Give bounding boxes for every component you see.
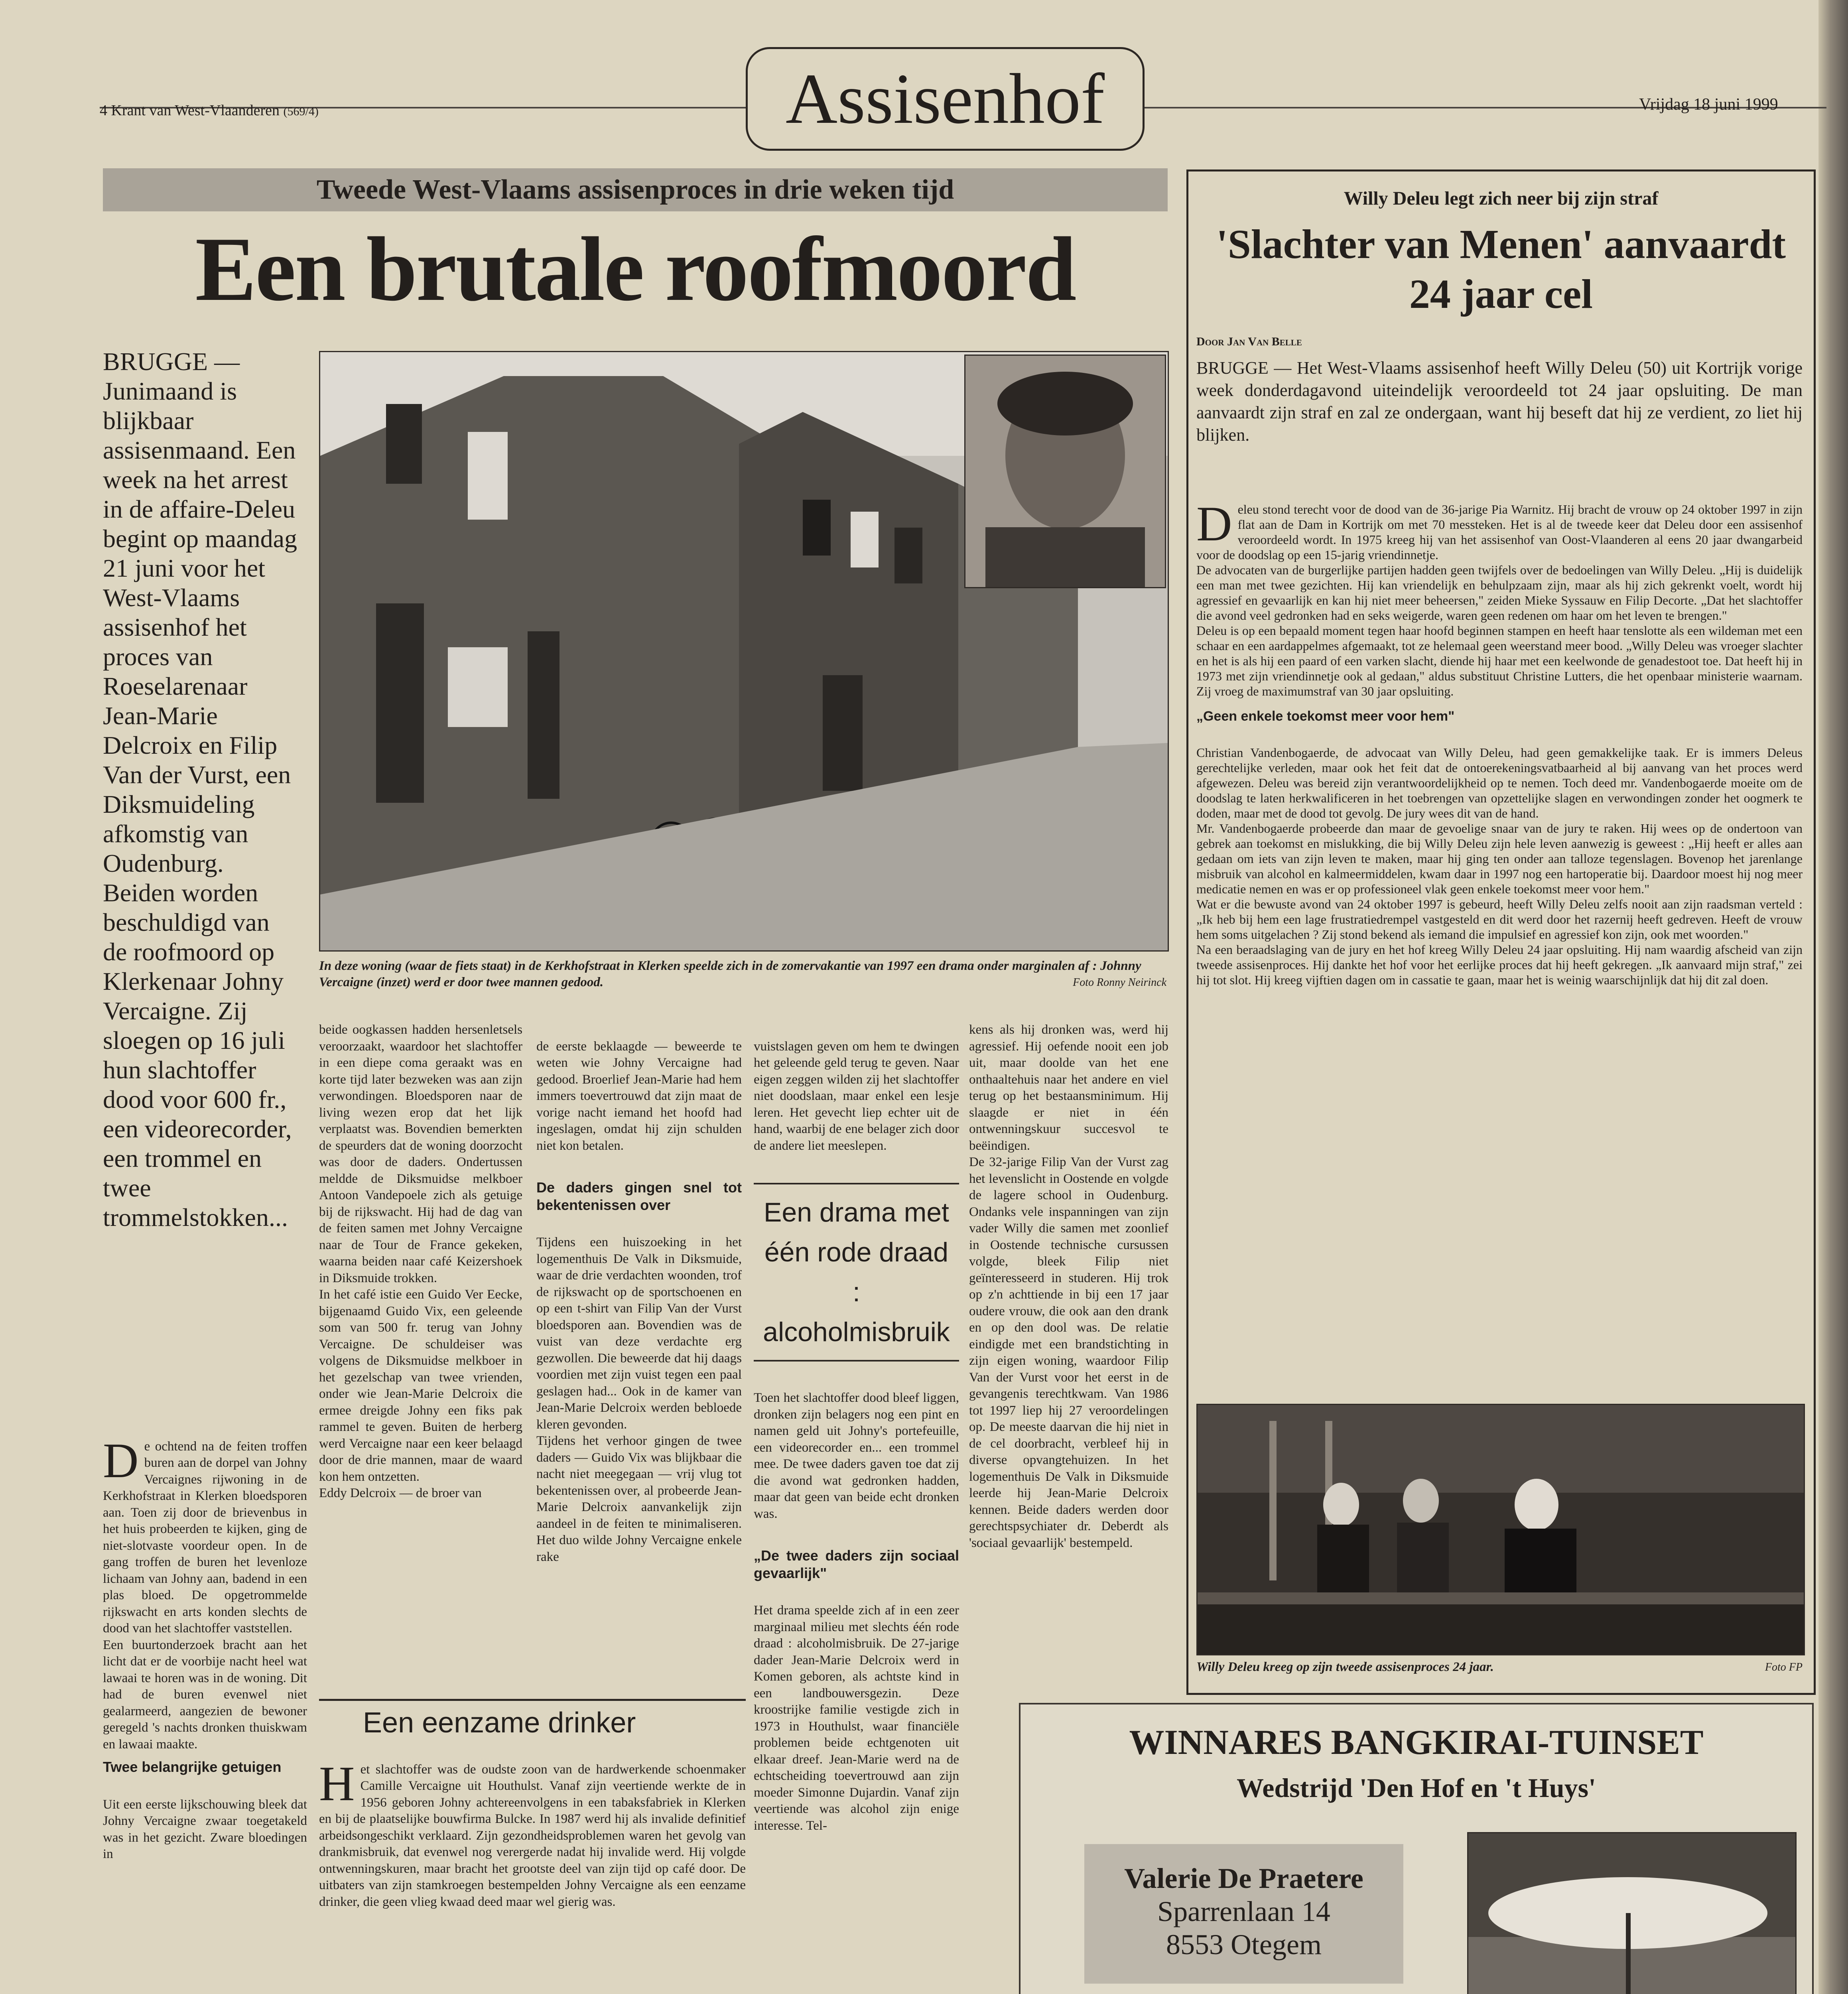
sidebar-title: Een eenzame drinker xyxy=(363,1707,636,1739)
main-kicker: Tweede West-Vlaams assisenproces in drie weken tijd xyxy=(316,174,954,205)
court-photo-credit: Foto FP xyxy=(1765,1661,1803,1673)
main-col3-subhead: De daders gingen snel tot bekentenissen over xyxy=(536,1179,742,1213)
main-col3: de eerste beklaagde — beweerde te weten wie Johny Vercaigne had gedood. Broerlief Jean-Marie had hem immers toevertrouwd dat zijn maat de vorige nacht iemand het hoofd had ingeslagen, omdat hij zijn schulden niet kon betalen. De daders gingen snel tot bekentenissen over Tijdens een huiszoeking in het logementhuis De Valk in Diksmuide, waar de drie verdachten woonden, trof de rijkswacht op de sportschoenen en op een t-shirt van Filip Van der Vurst bloedsporen aan. Bovendien was de vuist van deze verdachte erg gezwollen. Die beweerde dat hij daags voordien met zijn vuist tegen een paal geslagen had... Ook in de kamer van Jean-Marie Delcroix werden bebloede kleren gevonden. Tijdens het verhoor gingen de twee daders — Guido Vix was blijkbaar die nacht niet meegegaan — vrij vlug tot bekentenissen over, al probeerde Jean-Marie Delcroix aanvankelijk zijn aandeel in de feiten te minimaliseren. Het duo wilde Johny Vercaigne enkele rake xyxy=(536,1039,742,1564)
house-photo-caption: In deze woning (waar de fiets staat) in de Kerkhofstraat in Klerken speelde zich in de zomervakantie van 1997 een drama onder marginalen af : Johnny Vercaigne (inzet) werd er door twee mannen gedood. Foto Ronny Neirinck xyxy=(319,958,1166,991)
main-col1-text2: Uit een eerste lijkschouwing bleek dat Johny Vercaigne zwaar toegetakeld was in het gezicht. Zware bloedingen in xyxy=(103,1797,307,1861)
court-photo xyxy=(1196,1404,1805,1655)
garden-photo xyxy=(1467,1832,1797,1994)
kicker-bar xyxy=(103,168,1168,211)
main-col4-subhead: „De twee daders zijn sociaal gevaarlijk" xyxy=(754,1547,959,1581)
page-number: 4 xyxy=(100,102,107,119)
sidebar-text: Het slachtoffer was de oudste zoon van de hardwerkende schoenmaker Camille Vercaigne uit Houthulst. Vanaf zijn veertiende werkte de in 1956 geboren Johny achtereenvolgens in een tabaksfabriek in Klerken en bij de plaatselijke bouwfirma Bulcke. In 1987 werd hij als invalide definitief arbeidsongeschikt verklaard. Zijn gezondheidsproblemen waren het gevolg van drankmisbruik, dat evenwel nog verergerde nadat hij invalide werd. Hij volgde ontwenningskuren, maar bracht het grootste deel van zijn tijd op café door. De uitbaters van zijn stamkroegen bestempelden Johny Vercaigne als een eenzame drinker, die geen vlieg kwaad deed maar wel gierig was. xyxy=(319,1756,746,1909)
pull-quote: Een drama met één rode draad : alcoholmisbruik xyxy=(754,1183,959,1362)
winner-name: Valerie De Praetere xyxy=(1124,1862,1363,1894)
sidebar-box xyxy=(319,1699,746,1994)
bangkirai-subtitle: Wedstrijd 'Den Hof en 't Huys' xyxy=(1236,1773,1596,1803)
house-photo-credit: Foto Ronny Neirinck xyxy=(1073,976,1166,989)
section-label: Assisenhof xyxy=(746,47,1145,151)
court-photo-caption: Willy Deleu kreeg op zijn tweede assisenproces 24 jaar. Foto FP xyxy=(1196,1659,1803,1675)
deleu-headline: 'Slachter van Menen' aanvaardt 24 jaar cel xyxy=(1216,221,1786,317)
deleu-kicker: Willy Deleu legt zich neer bij zijn straf xyxy=(1344,188,1659,209)
sidebar-dropcap: H xyxy=(319,1756,355,1811)
main-lead: BRUGGE — Junimaand is blijkbaar assisenmaand. Een week na het arrest in de affaire-Deleu begint op maandag 21 juni voor het West-Vlaams assisenhof het proces van Roeselarenaar Jean-Marie Delcroix en Filip Van der Vurst, een Diksmuideling afkomstig van Oudenburg. Beiden worden beschuldigd van de roofmoord op Klerkenaar Johny Vercaigne. Zij sloegen op 16 juli hun slachtoffer dood voor 600 fr., een videorecorder, een trommel en twee trommelstokken... xyxy=(103,347,297,1231)
deleu-byline: Door Jan Van Belle xyxy=(1196,335,1302,348)
bangkirai-ad xyxy=(1019,1703,1814,1994)
bangkirai-title: WINNARES BANGKIRAI-TUINSET xyxy=(1129,1723,1704,1762)
victim-inset-photo xyxy=(964,355,1166,588)
deleu-dropcap: D xyxy=(1196,497,1232,551)
paper-code: (569/4) xyxy=(283,105,319,118)
deleu-body: Deleu stond terecht voor de dood van de 36-jarige Pia Warnitz. Hij bracht de vrouw op 24 oktober 1997 in zijn flat aan de Dam in Kortrijk om met 70 messteken. Het is al de tweede keer dat Deleu door een assisenhof veroordeeld wordt. In 1975 kreeg hij van het assisenhof van Oost-Vlaanderen al eens 20 jaar dwangarbeid voor de doodslag op een 15-jarig vriendinnetje. De advocaten van de burgerlijke partijen hadden geen twijfels over de bedoelingen van Willy Deleu. „Hij is duidelijk een man met twee gezichten. Hij kan vriendelijk en behulpzaam zijn, maar als hij zich gekrenkt voelt, wordt hij agressief en gevaarlijk en kan hij niet meer beheersen," zeiden Mieke Syssauw en Filip Decorte. „Dat het slachtoffer die avond veel gedronken had en seks weigerde, waren geen redenen om haar om het leven te brengen." Deleu is op een bepaald moment tegen haar hoofd beginnen stampen en heeft haar tenslotte als een wildeman met een schaar en een aardappelmes afgemaakt, tot ze helemaal geen weerstand meer bood. „Willy Deleu was vroeger slachter en het is als hij een paard of een varken slacht, diende hij haar met een keelwonde de genadestoot toe. Dat heeft hij in 1973 met zijn vriendinnetje ook al gedaan," aldus substituut Christine Lutters, die het openbaar ministerie waarnam. Zij vroeg de maximumstraf van 30 jaar opsluiting. „Geen enkele toekomst meer voor hem" Christian Vandenbogaerde, de advocaat van Willy Deleu, had geen gemakkelijke taak. Er is immers Deleus gerechtelijke verleden, maar ook het feit dat de ontoerekeningsvatbaarheid al bij aanvang van het proces werd afgewezen. Deleu was bereid zijn verantwoordelijkheid op te nemen. Toch deed mr. Vandenbogaerde moeite om de doodslag te laten herkwalificeren in het toebrengen van opzettelijke slagen en verwondingen zonder het oogmerk te doden, maar met de dood tot gevolg. De jury wees dit van de hand. Mr. Vandenbogaerde probeerde dan maar de gevoelige snaar van de jury te raken. Hij wees op de ondertoon van gebrek aan toekomst en mislukking, die bij Willy Deleu zijn hele leven aanwezig is geweest : „Hij heeft er alles aan gedaan om iets van zijn leven te maken, maar hij ging ten onder aan talloze tegenslagen. Bovenop het jarenlange misbruik van alcohol en kalmeermiddelen, kwam daar in 1997 nog een hartoperatie bij. Daardoor moest hij nog meer medicatie nemen en was er op professioneel vlak geen enkele toekomst meer voor hem." Wat er die bewuste avond van 24 oktober 1997 is gebeurd, heeft Willy Deleu zelfs nooit aan zijn raadsman verteld : „Ik heb bij hem een lage frustratiedrempel vastgesteld en dit werd door het razernij heeft gedreven. Heeft de vrouw hem soms uitgelachen ? Zij stond bekend als iemand die impulsief en agressief kon zijn, ook met woorden." Na een beraadslaging van de jury en het hof kreeg Willy Deleu 24 jaar opsluiting. Hij nam waardig afscheid van zijn tweede assisenproces. Hij dankte het hof voor het eerlijke proces dat hij heeft gekregen. „Ik aanvaard mijn straf," zei hij tot slot. Hij kreeg vijftien dagen om in cassatie te gaan, maar het is weinig waarschijnlijk dat hij dit zal doen. xyxy=(1196,497,1803,987)
paper-name: Krant van West-Vlaanderen xyxy=(111,102,280,119)
binding-gutter xyxy=(1818,0,1848,1994)
main-col4: vuistslagen geven om hem te dwingen het geleende geld terug te geven. Naar eigen zeggen wilden zij het slachtoffer niet doodslaan, maar enkel een lesje leren. Het gevecht liep echter uit de hand, waarbij de ene belager zich door de andere liet meeslepen. Een drama met één rode draad : alcoholmisbruik Toen het slachtoffer dood bleef liggen, dronken zijn belagers nog een pint en namen geld uit Johny's portefeuille, een videorecorder en... een trommel mee. De twee daders gaven toe dat zij die avond wat gedronken hadden, maar dat geen van beide echt dronken was. „De twee daders zijn sociaal gevaarlijk" Het drama speelde zich af in een zeer marginaal milieu met slechts één rode draad : alcoholmisbruik. De 27-jarige dader Jean-Marie Delcroix werd in Komen geboren, als achtste kind in een landbouwersgezin. Deze kroostrijke familie vestigde zich in 1973 in Houthulst, waar financiële problemen beide echtgenoten uit elkaar dreef. Jean-Marie werd na de echtscheiding toevertrouwd aan zijn moeder Simonne Dujardin. Vanaf zijn veertiende was alcohol zijn enige interesse. Tel- xyxy=(754,1039,959,1833)
page-folio xyxy=(100,102,319,119)
issue-date: Vrijdag 18 juni 1999 xyxy=(1639,95,1778,114)
deleu-subhead: „Geen enkele toekomst meer voor hem" xyxy=(1196,709,1455,724)
winner-street: Sparrenlaan 14 xyxy=(1157,1895,1330,1927)
winner-city: 8553 Otegem xyxy=(1166,1929,1322,1961)
deleu-lead: BRUGGE — Het West-Vlaams assisenhof heeft Willy Deleu (50) uit Kortrijk vorige week donderdagavond uiteindelijk veroordeeld tot 24 jaar opsluiting. De man aanvaardt zijn straf en zal ze ondergaan, want hij beseft dat hij ze verdient, zo liet hij blijken. xyxy=(1196,358,1803,445)
main-col1-subhead: Twee belangrijke getuigen xyxy=(103,1759,282,1775)
main-col1: De ochtend na de feiten troffen buren aan de dorpel van Johny Vercaignes rijwoning in de Kerkhofstraat in Klerken bloedsporen aan. Toen zij door de brievenbus in het huis probeerden te kijken, ging de niet-slotvaste voordeur open. In de gang troffen de buren het levenloze lichaam van Johny aan, badend in een plas bloed. De opgetrommelde rijkswacht en arts konden slechts de dood van het slachtoffer vaststellen. Een buurtonderzoek bracht aan het licht dat er de voorbije nacht heel wat lawaai te horen was in de woning. Dit had de buren evenwel niet gealarmeerd, aangezien de bewoner geregeld 's nachts dronken thuiskwam en lawaai maakte. Twee belangrijke getuigen Uit een eerste lijkschouwing bleek dat Johny Vercaigne zwaar toegetakeld was in het gezicht. Zware bloedingen in xyxy=(103,1422,307,1994)
deleu-box xyxy=(1186,169,1816,1695)
main-col5: kens als hij dronken was, werd hij agressief. Hij oefende nooit een job uit, maar doolde van het ene onthaaltehuis naar het andere en viel terug op het bestaansminimum. Hij slaagde er niet in één ontwenningskuur succesvol te beëindigen. De 32-jarige Filip Van der Vurst zag het levenslicht in Oostende en volgde de lagere school in Oudenburg. Ondanks vele inspanningen van zijn vader Willy die samen met zoonlief in Oostende technische cursussen volgde, bleek Filip niet geïnteresseerd in studeren. Hij trok op z'n achttiende in bij een 17 jaar oudere vrouw, die ook aan den drank en op den dool was. De relatie eindigde met een brandstichting in zijn eigen woning, waardoor Filip Van der Vurst voor het eerst in de gevangenis terechtkwam. Van 1986 tot 1997 liep hij 27 veroordelingen op. De meeste daarvan die hij niet in de cel doorbracht, verbleef hij in diverse opvangtehuizen. In het logementhuis De Valk in Diksmuide leerde hij Jean-Marie Delcroix kennen. Beide daders werden door gerechtspsychiater dr. Deberdt als 'sociaal gevaarlijk' bestempeld. xyxy=(969,1023,1168,1550)
winner-box xyxy=(1084,1844,1403,1984)
main-col2: beide oogkassen hadden hersenletsels veroorzaakt, waardoor het slachtoffer in een diepe coma geraakt was en korte tijd later bezweken was aan zijn verwondingen. Bloedsporen naar de living wezen erop dat het lijk verplaatst was. Bovendien bemerkten de speurders dat de woning doorzocht was door de daders. Ondertussen meldde de Diksmuidse melkboer Antoon Vandepoele zich als getuige bij de rijkswacht. Hij had de dag van de feiten samen met Johny Vercaigne naar de Tour de France gekeken, waarna beiden naar café Keizershoek in Diksmuide trokken. In het café istie een Guido Ver Eecke, bijgenaamd Guido Vix, een geleende som van 500 fr. terug van Johny Vercaigne. De schuldeiser was volgens de Diksmuidse melkboer in het gezelschap van twee vrienden, onder wie Jean-Marie Delcroix die ermee dreigde Johny een fiks pak rammel te geven. Buiten de herberg werd Vercaigne naar een keer belaagd door de drie mannen, maar de waard kon hem ontzetten. Eddy Delcroix — de broer van xyxy=(319,1023,522,1500)
house-photo xyxy=(319,351,1169,952)
main-dropcap: D xyxy=(103,1433,139,1488)
main-headline: Een brutale roofmoord xyxy=(195,218,1076,320)
